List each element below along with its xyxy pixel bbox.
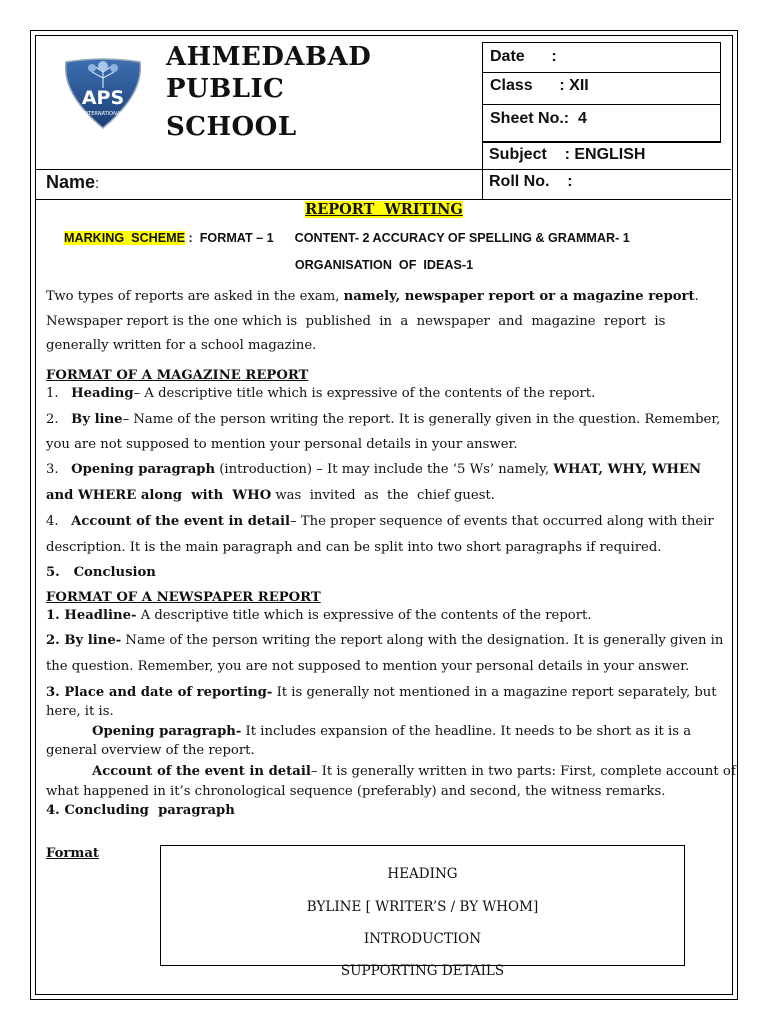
magazine-item-1: 1. Heading– A descriptive title which is expressive of the contents of the report. bbox=[46, 386, 596, 401]
marking-scheme: MARKING SCHEME : FORMAT – 1 CONTENT- 2 ACCURACY OF SPELLING & GRAMMAR- 1 bbox=[64, 231, 630, 245]
newspaper-item-3: 3. Place and date of reporting- It is generally not mentioned in a magazine report separately, but bbox=[46, 685, 717, 700]
intro-line-2: Newspaper report is the one which is published in a newspaper and magazine report is bbox=[46, 314, 666, 329]
page-title: REPORT WRITING bbox=[305, 201, 463, 218]
magazine-item-4: 4. Account of the event in detail– The proper sequence of events that occurred along with their bbox=[46, 514, 714, 529]
newspaper-account-detail-cont: what happened in it’s chronological sequence (preferably) and second, the witness remarks. bbox=[46, 784, 666, 799]
header-divider bbox=[35, 169, 731, 170]
newspaper-account-detail: Account of the event in detail– It is generally written in two parts: First, complete account of bbox=[92, 764, 736, 779]
class-field: Class : XII bbox=[482, 72, 721, 105]
school-name-line-2: PUBLIC bbox=[166, 74, 285, 104]
newspaper-item-2: 2. By line- Name of the person writing the report along with the designation. It is generally given in bbox=[46, 633, 724, 648]
magazine-item-2-cont: you are not supposed to mention your personal details in your answer. bbox=[46, 437, 518, 452]
school-name-line-1: AHMEDABAD bbox=[166, 42, 372, 72]
newspaper-item-2-cont: the question. Remember, you are not supposed to mention your personal details in your answer. bbox=[46, 659, 690, 674]
intro-line-3: generally written for a school magazine. bbox=[46, 338, 317, 353]
roll-column-divider bbox=[482, 142, 483, 199]
roll-number-field: Roll No. : bbox=[489, 173, 573, 190]
school-logo bbox=[56, 58, 150, 130]
marking-scheme-line-2: ORGANISATION OF IDEAS-1 bbox=[294, 258, 474, 272]
subject-top-line bbox=[482, 142, 721, 143]
format-heading: HEADING bbox=[387, 866, 458, 882]
newspaper-opening-paragraph: Opening paragraph- It includes expansion of the headline. It needs to be short as it is a bbox=[92, 724, 692, 739]
magazine-item-4-cont: description. It is the main paragraph and can be split into two short paragraphs if required. bbox=[46, 540, 662, 555]
magazine-format-heading: FORMAT OF A MAGAZINE REPORT bbox=[46, 368, 309, 383]
name-field: Name: bbox=[46, 172, 100, 192]
magazine-item-3: 3. Opening paragraph (introduction) – It may include the ‘5 Ws’ namely, WHAT, WHY, WHEN bbox=[46, 462, 702, 477]
name-row-divider bbox=[35, 199, 731, 200]
format-supporting-details: SUPPORTING DETAILS bbox=[340, 963, 505, 979]
newspaper-opening-paragraph-cont: general overview of the report. bbox=[46, 743, 255, 758]
newspaper-item-3-cont: here, it is. bbox=[46, 704, 114, 719]
format-byline: BYLINE [ WRITER’S / BY WHOM] bbox=[306, 899, 539, 915]
format-introduction: INTRODUCTION bbox=[363, 931, 482, 947]
subject-field: Subject : ENGLISH bbox=[489, 146, 646, 163]
svg-text:APS: APS bbox=[81, 87, 125, 109]
magazine-item-3-cont: and WHERE along with WHO was invited as the chief guest. bbox=[46, 488, 495, 503]
date-field: Date : bbox=[482, 42, 721, 73]
newspaper-format-heading: FORMAT OF A NEWSPAPER REPORT bbox=[46, 590, 321, 605]
newspaper-item-4: 4. Concluding paragraph bbox=[46, 803, 235, 818]
magazine-item-5: 5. Conclusion bbox=[46, 565, 156, 580]
svg-text:INTERNATIONAL: INTERNATIONAL bbox=[82, 111, 124, 117]
format-label: Format bbox=[46, 846, 99, 861]
sheet-number-field: Sheet No.: 4 bbox=[482, 104, 721, 142]
school-name-line-3: SCHOOL bbox=[166, 112, 297, 142]
intro-line-1: Two types of reports are asked in the exam, namely, newspaper report or a magazine report. bbox=[46, 289, 699, 304]
newspaper-item-1: 1. Headline- A descriptive title which is expressive of the contents of the report. bbox=[46, 608, 592, 623]
magazine-item-2: 2. By line– Name of the person writing the report. It is generally given in the question. Remember, bbox=[46, 412, 721, 427]
